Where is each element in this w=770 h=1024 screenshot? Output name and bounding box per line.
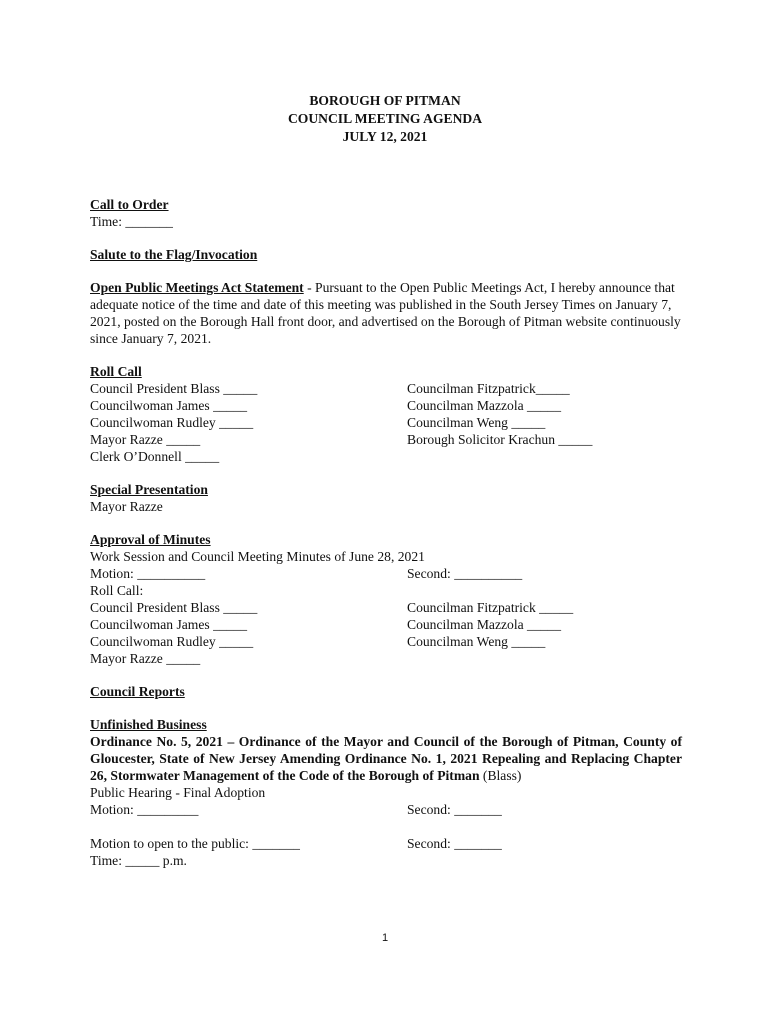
unfinished-business-heading: Unfinished Business — [90, 717, 207, 732]
public-hearing-line: Public Hearing - Final Adoption — [90, 785, 266, 800]
ordinance-motion: Motion: _________ — [90, 802, 199, 817]
special-presentation-text: Mayor Razze — [90, 499, 163, 514]
roll-call-entry: Mayor Razze _____ — [90, 651, 201, 666]
minutes-roll-left — [90, 599, 407, 667]
minutes-section — [90, 531, 682, 667]
roll-call-entry: Councilwoman Rudley _____ — [90, 415, 254, 430]
roll-call-entry: Councilwoman James _____ — [90, 617, 248, 632]
ordinance-motion-row — [90, 801, 682, 818]
minutes-line: Work Session and Council Meeting Minutes of June 28, 2021 — [90, 549, 425, 564]
unfinished-business-section — [90, 716, 682, 869]
minutes-motion: Motion: __________ — [90, 566, 206, 581]
opma-section — [90, 279, 682, 347]
roll-call-entry: Mayor Razze _____ — [90, 432, 201, 447]
open-public-motion: Motion to open to the public: _______ — [90, 836, 300, 851]
ordinance-paragraph — [90, 733, 682, 784]
ordinance-sponsor: (Blass) — [479, 768, 522, 783]
roll-call-entry: Council President Blass _____ — [90, 600, 258, 615]
roll-call-entry: Councilman Weng _____ — [407, 634, 546, 649]
title-line-agenda: COUNCIL MEETING AGENDA — [287, 111, 483, 126]
roll-call-entry: Councilman Fitzpatrick _____ — [407, 600, 574, 615]
minutes-second: Second: __________ — [407, 566, 523, 581]
roll-call-entry: Councilwoman Rudley _____ — [90, 634, 254, 649]
open-public-second: Second: _______ — [407, 836, 502, 851]
minutes-motion-row — [90, 565, 682, 582]
ordinance-second: Second: _______ — [407, 802, 502, 817]
council-reports-heading: Council Reports — [90, 684, 185, 699]
roll-call-heading: Roll Call — [90, 364, 142, 379]
roll-call-entry: Borough Solicitor Krachun _____ — [407, 432, 593, 447]
roll-call-entry: Councilman Weng _____ — [407, 415, 546, 430]
roll-call-entry: Clerk O’Donnell _____ — [90, 449, 220, 464]
salute-heading: Salute to the Flag/Invocation — [90, 247, 258, 262]
title-line-date: JULY 12, 2021 — [342, 129, 428, 144]
title-line-borough: BOROUGH OF PITMAN — [309, 93, 461, 108]
opma-text: - Pursuant to the Open Public Meetings Act, I hereby announce that adequate notice of the time and date of this meeting was published in the South Jersey Times on January 7, 2021, posted on the Borough Hall front door, and advertised on the Borough of Pitman website continuously since January 7, 2021. — [90, 280, 681, 346]
roll-call-section — [90, 363, 682, 465]
minutes-roll-row — [90, 599, 682, 667]
roll-call-row — [90, 380, 682, 465]
agenda-body — [90, 92, 682, 869]
call-to-order-section — [90, 196, 682, 230]
opma-heading: Open Public Meetings Act Statement — [90, 280, 304, 295]
ordinance-title: Ordinance No. 5, 2021 – Ordinance of the Mayor and Council of the Borough of Pitman, County of Gloucester, State of New Jersey Amending Ordinance No. 1, 2021 Repealing and Replacing Chapter 26, Stormwater Management of the Code of the Borough of Pitman — [90, 734, 682, 783]
minutes-roll-label: Roll Call: — [90, 583, 144, 598]
special-presentation-heading: Special Presentation — [90, 482, 208, 497]
roll-call-entry: Council President Blass _____ — [90, 381, 258, 396]
call-to-order-heading: Call to Order — [90, 197, 169, 212]
call-to-order-time: Time: _______ — [90, 214, 173, 229]
open-public-row — [90, 835, 682, 852]
roll-call-entry: Councilman Mazzola _____ — [407, 398, 562, 413]
roll-call-entry: Councilwoman James _____ — [90, 398, 248, 413]
page-number: 1 — [381, 932, 389, 944]
agenda-title — [88, 92, 682, 146]
council-reports-section — [90, 683, 682, 700]
minutes-roll-right — [407, 599, 682, 667]
minutes-heading: Approval of Minutes — [90, 532, 211, 547]
special-presentation-section — [90, 481, 682, 515]
opma-paragraph — [90, 279, 682, 347]
roll-call-left — [90, 380, 407, 465]
open-public-time: Time: _____ p.m. — [90, 853, 187, 868]
roll-call-entry: Councilman Fitzpatrick_____ — [407, 381, 570, 396]
roll-call-right — [407, 380, 682, 465]
salute-section — [90, 246, 682, 263]
roll-call-entry: Councilman Mazzola _____ — [407, 617, 562, 632]
